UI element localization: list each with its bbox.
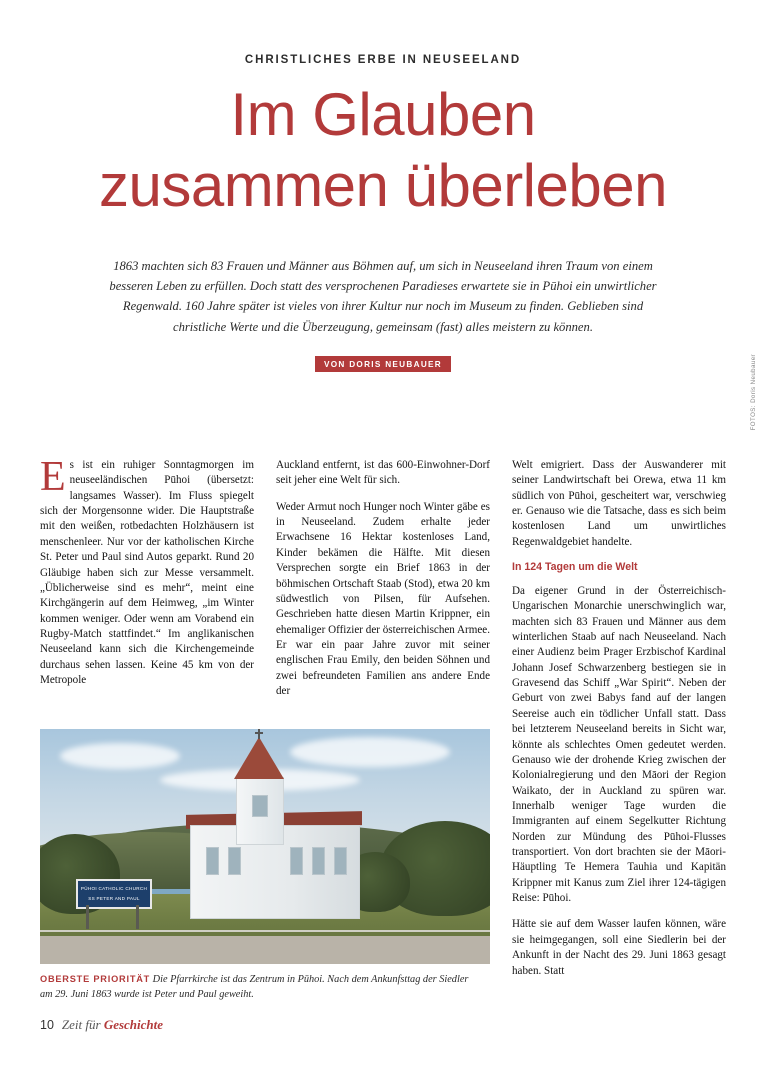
magazine-page <box>0 54 766 1077</box>
church-window <box>290 847 303 875</box>
cloud-shape <box>60 743 180 769</box>
paragraph: Welt emigriert. Dass der Auswanderer mit seiner Landwirtschaft bei Orewa, etwa 11 km südlich von Pūhoi, gescheitert war, verschwieg er. Genauso wie die Tatsache, dass es sich beim kostenlosen Land um unwirtliches Regenwaldgebiet handelte. <box>512 459 726 548</box>
sign-leg <box>136 905 139 929</box>
caption-lead: OBERSTE PRIORITÄT <box>40 974 151 984</box>
page-footer <box>40 1017 163 1033</box>
paragraph: Auckland entfernt, ist das 600-Einwohner-Dorf seit jeher eine Welt für sich. <box>276 459 490 487</box>
sign-leg <box>86 905 89 929</box>
section-subhead: In 124 Tagen um die Welt <box>512 561 638 574</box>
column-three <box>512 458 726 990</box>
publication-title <box>62 1017 163 1033</box>
church-window <box>312 847 325 875</box>
church-window <box>206 847 219 875</box>
byline-container <box>0 354 766 372</box>
page-number: 10 <box>40 1018 54 1032</box>
church-window <box>334 847 347 875</box>
publication-title-part2: Geschichte <box>103 1017 164 1032</box>
article-standfirst: 1863 machten sich 83 Frauen und Männer aus Böhmen auf, um sich in Neuseeland ihren Traum von einem besseren Leben zu erfüllen. Doch statt des versprochenen Paradieses erwartete sie in Pūhoi ein unwirtlicher Regenwald. 160 Jahre später ist vieles von ihrer Kultur nur noch im Museum zu finden. Geblieben sind christliche Werte und die Überzeugung, gemeinsam (fast) alles meistern zu können. <box>109 258 657 334</box>
article-photo <box>40 729 490 964</box>
cloud-shape <box>290 737 450 767</box>
publication-title-part1: Zeit für <box>61 1017 104 1032</box>
photo-block <box>40 729 490 1003</box>
article-kicker: CHRISTLICHES ERBE IN NEUSEELAND <box>244 54 522 66</box>
fence-line <box>40 930 490 932</box>
photo-road <box>40 936 490 964</box>
author-byline: VON DORIS NEUBAUER <box>315 356 451 372</box>
church-window <box>228 847 241 875</box>
paragraph-intro: Es ist ein ruhiger Sonntagmorgen im neuseeländischen Pūhoi (übersetzt: langsames Wasser). Im Fluss spiegelt sich der Morgensonne wider. Die Hauptstraße mit den weißen, rotbedachten Holzhäusern ist menschenleer. Nur vor der katholischen Kirche St. Peter und Paul sind Autos geparkt. Rund 20 Gläubige haben sich zur Messe versammelt. „Üblicherweise sind es mehr“, meint eine Kirchgängerin auf dem Heimweg, „im Winter kommen weniger. Oder wenn am Vorabend ein Rugby-Match stattfindet.“ Im anglikanischen Neuseeland kann sich die Kirchengemeinde durchaus sehen lassen. Keine 45 km von der Metropole <box>40 454 254 687</box>
headline-line-1: Im Glauben <box>230 81 536 148</box>
headline-line-2: zusammen überleben <box>98 151 667 219</box>
tower-window <box>252 795 268 817</box>
paragraph: Da eigener Grund in der Österreichisch-Ungarischen Monarchie unerschwinglich war, machten sich 83 Frauen und Männer aus dem winterlichen Staab auf nach Neuseeland. Nach einer Audienz beim Prager Erzbischof Kardinal Johann Josef Schwarzenberg bestiegen sie in Gravesend das Schiff „War Spirit“. Neben der Geburt von zwei Babys fand auf der langen Seereise auch ein tödlicher Unfall statt. Dass bei letzterem Neuseeland bereits in Sicht war, könnte als schlechtes Omen gedeutet werden. Genauso wie der drohende Krieg zwischen der Kolonialregierung und den Māori der Region Waikato, der in Auckland zu spüren war. Innerhalb weniger Tage wurden die Immigranten auf einem Segelkutter Richtung Norden zur Mündung des Pūhoi-Flusses transportiert. Von dort brachten sie der Māori-Häuptling Te Hemera Tauhia und Kapitän Krippner mit Kanus zum Ziel ihrer 124-tägigen Reise: Pūhoi. <box>512 584 726 905</box>
sign-line-1: PŪHOI CATHOLIC CHURCH <box>80 886 148 891</box>
page-title <box>0 80 766 222</box>
paragraph: Weder Armut noch Hunger noch Winter gäbe es in Neuseeland. Zudem erhalte jeder Erwachsene 16 Hektar kostenloses Land, Kinder bekämen die Hälfte. Mit diesen Versprechen sorgte ein Brief 1863 in der böhmischen Ortschaft Staab (Stod), etwa 20 km südwestlich von Pilsen, für Aufsehen. Geschrieben hatte diesen Martin Krippner, ein ehemaliger Offizier der österreichischen Armee. Er war ein paar Jahre zuvor mit seiner englischen Frau Emily, den beiden Söhnen und zwei befreundeten Familien ans andere Ende der <box>276 500 490 698</box>
paragraph: Hätte sie auf dem Wasser laufen können, wäre sie heimgegangen, soll eine Siedlerin bei der Ankunft in der Nacht des 29. Juni 1863 gesagt haben. Statt <box>512 918 726 977</box>
sign-line-2: SS PETER AND PAUL <box>88 896 140 901</box>
church-spire <box>234 737 284 779</box>
caption-text: Die Pfarrkirche ist das Zentrum in Pūhoi. Nach dem Ankunfsttag der Siedler am 29. Juni 1863 wurde ist Peter und Paul geweiht. <box>40 974 469 1000</box>
photo-credit-vertical: FOTOS: Doris Neubauer <box>750 354 757 431</box>
photo-caption <box>40 973 470 1003</box>
cross-icon <box>258 729 260 739</box>
